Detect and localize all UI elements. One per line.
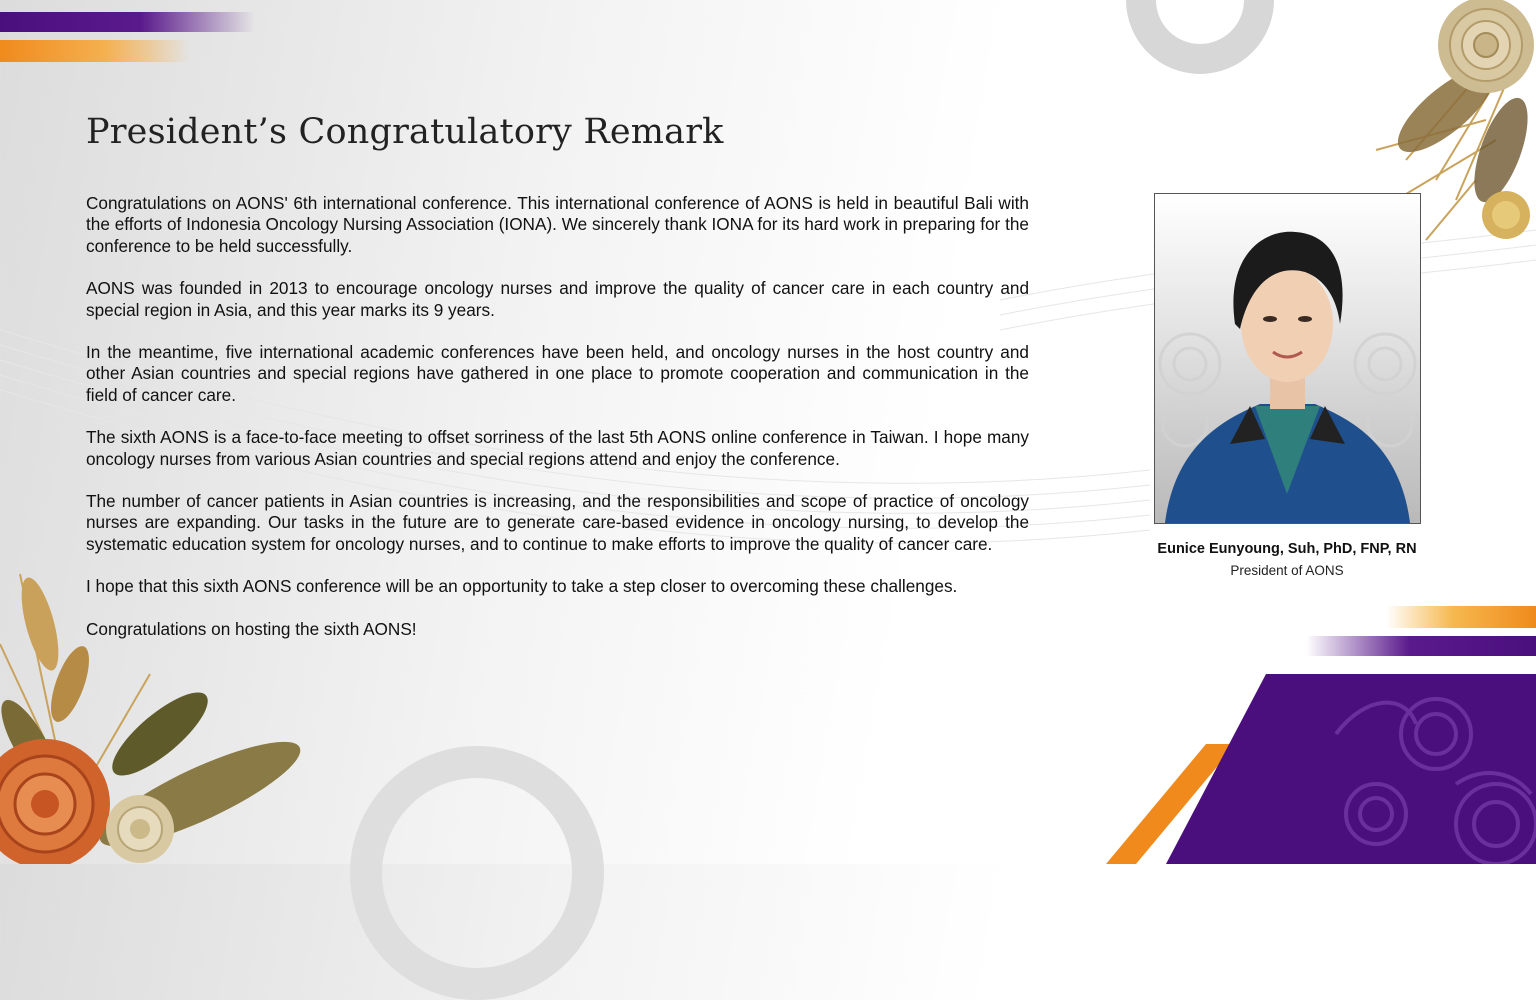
bottom-right-purple-decoration bbox=[1106, 674, 1536, 864]
paragraph-5: The number of cancer patients in Asian countries is increasing, and the responsibilities and scope of practice of oncology nurses are expanding. Our tasks in the future are to generate care-based evidence in oncology nursing, to develop the systematic education system for oncology nurses, and to continue to make efforts to improve the quality of cancer care. bbox=[86, 491, 1029, 554]
right-purple-stripe bbox=[1306, 636, 1536, 656]
page-title: President’s Congratulatory Remark bbox=[86, 112, 724, 152]
top-left-orange-stripe bbox=[0, 40, 190, 62]
paragraph-3: In the meantime, five international academic conferences have been held, and oncology nurses in the host country and other Asian countries and special regions have gathered in one place to promote cooperation and communication in the field of cancer care. bbox=[86, 342, 1029, 405]
president-portrait-photo bbox=[1154, 193, 1421, 524]
right-orange-stripe bbox=[1386, 606, 1536, 628]
paragraph-1: Congratulations on AONS' 6th international conference. This international conference of AONS is held in beautiful Bali with the efforts of Indonesia Oncology Nursing Association (IONA). We sincerely thank IONA for its hard work in preparing for the conference to be held successfully. bbox=[86, 193, 1029, 256]
paragraph-4: The sixth AONS is a face-to-face meeting to offset sorriness of the last 5th AONS online conference in Taiwan. I hope many oncology nurses from various Asian countries and special regions attend and enjoy the conference. bbox=[86, 427, 1029, 469]
president-name: Eunice Eunyoung, Suh, PhD, FNP, RN bbox=[1157, 541, 1417, 557]
bottom-ring-decoration bbox=[350, 746, 604, 1000]
paragraph-2: AONS was founded in 2013 to encourage oncology nurses and improve the quality of cancer care in each country and special region in Asia, and this year marks its 9 years. bbox=[86, 278, 1029, 320]
paragraph-7: Congratulations on hosting the sixth AONS! bbox=[86, 618, 417, 639]
paragraph-6: I hope that this sixth AONS conference will be an opportunity to take a step closer to overcoming these challenges. bbox=[86, 576, 958, 597]
top-left-purple-stripe bbox=[0, 12, 255, 32]
president-role: President of AONS bbox=[1230, 563, 1344, 578]
remark-body bbox=[86, 193, 1029, 661]
